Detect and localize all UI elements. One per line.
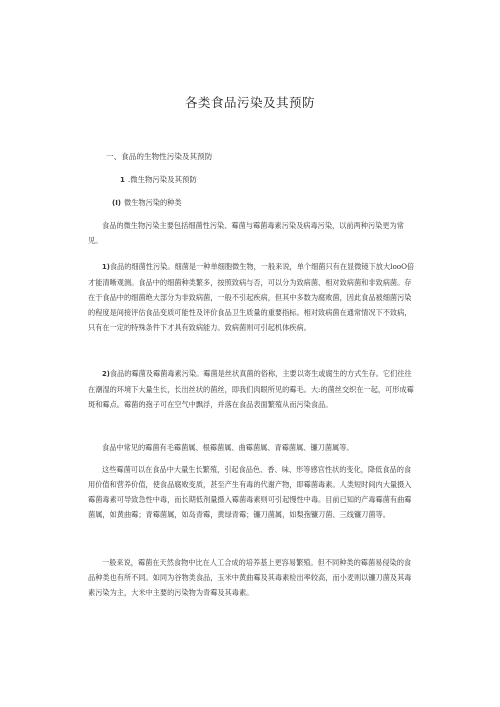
paragraph-text: 食品的细菌性污染。细菌是一种单细胞微生物，一般来说，单个细菌只有在显微镜下放大looO倍才能清晰观测。食品中的细菌种类繁多，按照致病与否，可以分为致病菌、相对致病菌和非致病菌。存在于食品中的细菌绝大部分为非致病菌，一般不引起疾病，但其中多数为腐败菌，因此食品被细菌污染的程度是间接评估食品变质可能性及评价食品卫生质量的重要指标。相对致病菌在通常情况下不致病，只有在一定的特殊条件下才具有致病能力。致病菌则可引起机体疾病。 xyxy=(88,262,415,332)
sub-subheading-number: (I) xyxy=(112,199,122,207)
paragraph-intro xyxy=(88,218,418,248)
paragraph-common-molds xyxy=(88,440,418,455)
paragraph-lead: 2) xyxy=(102,370,110,378)
paragraph-mold xyxy=(88,366,418,412)
paragraph-lead: 1) xyxy=(102,263,110,271)
document-title: 各类食品污染及其预防 xyxy=(184,95,315,110)
paragraph-bacteria xyxy=(88,259,418,335)
subheading xyxy=(120,172,450,188)
subheading-text: .微生物污染及其预防 xyxy=(127,175,197,184)
sub-subheading xyxy=(112,195,442,211)
paragraph-food-types xyxy=(88,555,418,600)
paragraph-text: 一般来说，霉菌在天然食物中比在人工合成的培养基上更容易繁殖。但不同种类的霉菌易侵染的食品种类也有所不同。如同为谷物类食品，玉米中黄曲霉及其毒素检出率较高，而小麦则以镰刀菌及其毒素污染为主，大米中主要的污染物为青霉及其毒素。 xyxy=(88,558,412,597)
paragraph-text: 食品的霉菌及霉菌毒素污染。霉菌是丝状真菌的俗称，主要以寄生或腐生的方式生存。它们往往在潮湿的环境下大量生长，长出丝状的菌丝，即我们肉眼所见的霉毛。大:的菌丝交织在一起，可形成霉斑和霉点。霉菌的孢子可在空气中飘浮，并落在食品表面繁殖从而污染食品。 xyxy=(88,369,414,409)
paragraph-text: 食品中常见的霉菌有毛霉菌属、根霉菌属、曲霉菌属、青霉菌属、镰刀菌属等。 xyxy=(102,443,354,452)
paragraph-mycotoxins xyxy=(88,462,418,522)
sub-subheading-text: 微生物污染的种类 xyxy=(124,198,182,207)
paragraph-text: 食品的微生物污染主要包括细菌性污染、霉菌与霉菌毒素污染及病毒污染，以前两种污染更为常见。 xyxy=(88,221,404,245)
section-heading: 一、食品的生物性污染及其预防 xyxy=(106,152,213,161)
subheading-number: 1 xyxy=(120,176,125,184)
paragraph-text: 这些霉菌可以在食品中大量生长繁殖，引起食品色、香、味、形等感官性状的变化，降低食品的食用价值和营养价值，使食品腐败变质，甚至产生有毒的代谢产物，即霉菌毒素。人类短时间内大量摄入霉菌毒素可导致急性中毒，而长期低剂量摄入霉菌毒素则可引起慢性中毒。目前已知的产毒霉菌有曲霉菌属，如黄曲霉；青霉菌属，如岛青霉，黄绿青霉；镰刀菌属，如梨孢镰刀菌、三线镰刀菌等。 xyxy=(88,465,412,519)
